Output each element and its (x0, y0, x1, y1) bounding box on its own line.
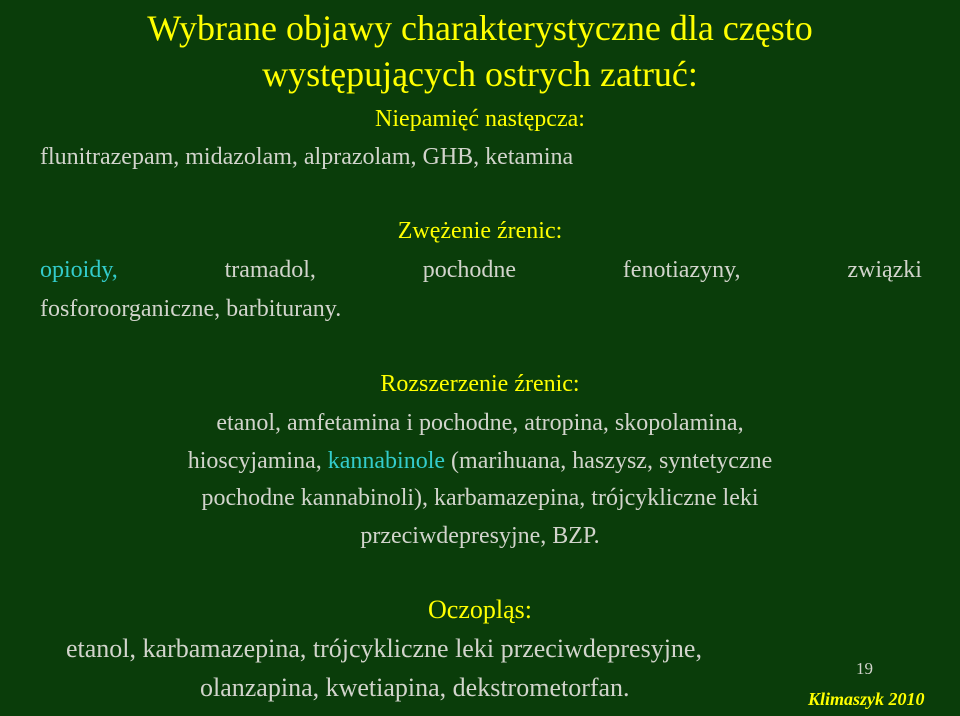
word-pochodne: pochodne (422, 257, 516, 283)
highlight-opioids: opioidy, (40, 257, 118, 283)
section-heading-mydriasis: Rozszerzenie źrenic: (380, 371, 580, 397)
section-text-nystagmus-line-2: olanzapina, kwetiapina, dekstrometorfan. (200, 673, 630, 702)
section-text-amnesia: flunitrazepam, midazolam, alprazolam, GHB, ketamina (40, 144, 574, 170)
section-text-nystagmus-line-1: etanol, karbamazepina, trójcykliczne leki przeciwdepresyjne, (66, 634, 702, 663)
highlight-kannabinole: kannabinole (327, 448, 446, 474)
slide-title-line-1: Wybrane objawy charakterystyczne dla często (147, 8, 813, 48)
section-heading-miosis: Zwężenie źrenic: (397, 218, 563, 244)
page-number: 19 (856, 659, 873, 678)
word-tramadol: tramadol, (224, 257, 316, 283)
section-text-miosis-line-2: fosforoorganiczne, barbiturany. (40, 296, 342, 322)
text-marihuana: (marihuana, haszysz, syntetyczne (445, 448, 773, 474)
section-text-mydriasis-line-2 (0, 449, 960, 473)
section-text-mydriasis-line-1: etanol, amfetamina i pochodne, atropina, skopolamina, (216, 410, 744, 436)
slide-title-line-2: występujących ostrych zatruć: (262, 54, 698, 94)
section-text-mydriasis-line-4: przeciwdepresyjne, BZP. (360, 523, 600, 549)
section-text-miosis-line-1 (40, 258, 922, 282)
word-zwiazki: związki (847, 257, 922, 283)
section-text-mydriasis-line-3: pochodne kannabinoli), karbamazepina, trójcykliczne leki (201, 485, 759, 511)
text-hioscyjamina: hioscyjamina, (187, 448, 328, 474)
author-credit: Klimaszyk 2010 (808, 689, 925, 709)
section-heading-amnesia: Niepamięć następcza: (375, 106, 585, 132)
section-heading-nystagmus: Oczopląs: (428, 595, 532, 624)
word-fenotiazyny: fenotiazyny, (622, 257, 741, 283)
